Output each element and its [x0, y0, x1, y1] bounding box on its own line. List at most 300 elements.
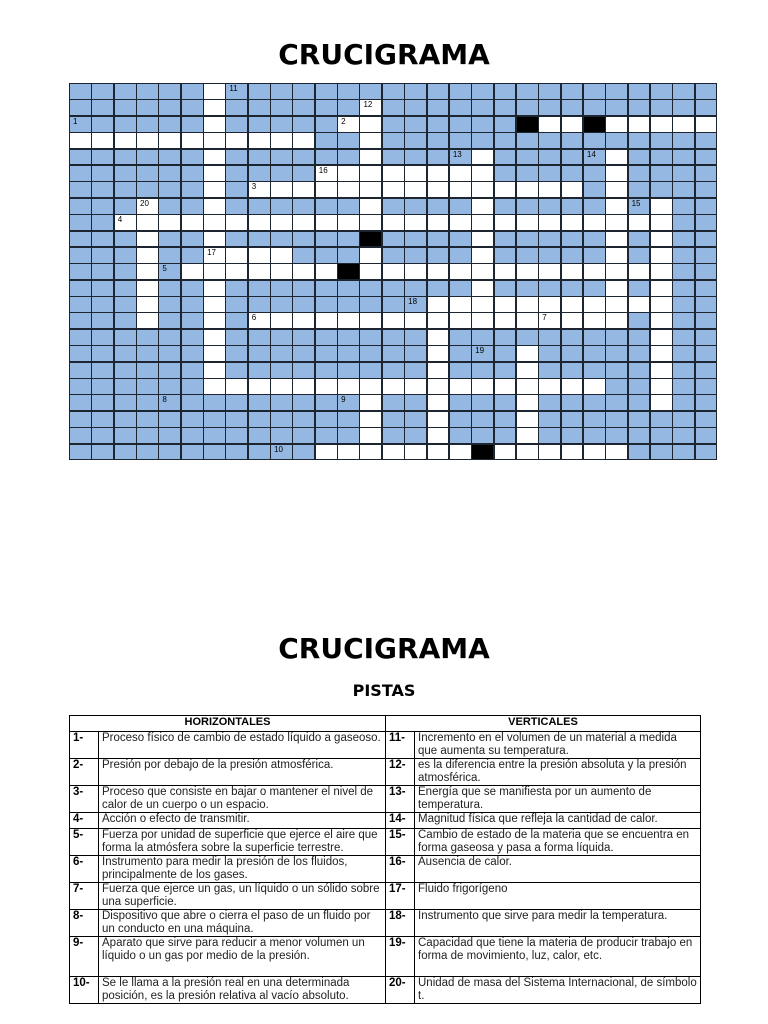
grid-cell-white[interactable] — [203, 362, 226, 379]
grid-cell-white[interactable] — [248, 312, 271, 329]
grid-cell-white[interactable] — [203, 181, 226, 198]
grid-cell-white[interactable] — [270, 214, 293, 231]
grid-cell-blue — [449, 149, 472, 166]
grid-cell-white[interactable] — [471, 280, 494, 297]
grid-cell-white[interactable] — [650, 345, 673, 362]
grid-cell-white[interactable] — [561, 214, 584, 231]
grid-cell-white[interactable] — [449, 312, 472, 329]
grid-cell-blue — [628, 329, 651, 346]
grid-cell-white[interactable] — [605, 231, 628, 248]
grid-cell-white[interactable] — [292, 132, 315, 149]
grid-cell-white[interactable] — [605, 149, 628, 166]
grid-cell-white[interactable] — [315, 165, 338, 182]
grid-cell-white[interactable] — [315, 263, 338, 280]
grid-cell-blue — [471, 132, 494, 149]
horizontal-clue-text: Aparato que sirve para reducir a menor volumen un líquido o un gas por medio de la presión. — [99, 937, 386, 977]
grid-cell-white[interactable] — [650, 362, 673, 379]
grid-cell-white[interactable] — [650, 280, 673, 297]
grid-cell-white[interactable] — [516, 444, 539, 461]
grid-cell-blue — [270, 149, 293, 166]
grid-cell-white[interactable] — [158, 132, 181, 149]
grid-cell-white[interactable] — [359, 312, 382, 329]
grid-cell-white[interactable] — [404, 263, 427, 280]
grid-cell-white[interactable] — [404, 312, 427, 329]
grid-cell-white[interactable] — [248, 247, 271, 264]
vertical-clue-text: Fluido frigorígeno — [415, 883, 701, 910]
grid-cell-blue — [628, 83, 651, 100]
grid-cell-white[interactable] — [203, 116, 226, 133]
grid-cell-white[interactable] — [471, 149, 494, 166]
grid-cell-white[interactable] — [561, 378, 584, 395]
grid-cell-white[interactable] — [136, 247, 159, 264]
grid-cell-blue — [672, 296, 695, 313]
grid-cell-white[interactable] — [427, 165, 450, 182]
grid-cell-white[interactable] — [605, 214, 628, 231]
grid-cell-white[interactable] — [270, 312, 293, 329]
grid-cell-white[interactable] — [561, 181, 584, 198]
grid-cell-white[interactable] — [203, 378, 226, 395]
grid-cell-blue — [69, 362, 92, 379]
grid-cell-white[interactable] — [315, 378, 338, 395]
grid-cell-white[interactable] — [337, 116, 360, 133]
grid-cell-white[interactable] — [315, 181, 338, 198]
grid-cell-white[interactable] — [292, 214, 315, 231]
grid-cell-white[interactable] — [494, 378, 517, 395]
grid-cell-blue — [427, 99, 450, 116]
grid-cell-blue — [583, 231, 606, 248]
grid-cell-white[interactable] — [248, 181, 271, 198]
grid-cell-white[interactable] — [359, 378, 382, 395]
grid-cell-white[interactable] — [337, 312, 360, 329]
grid-cell-blue — [427, 280, 450, 297]
grid-cell-blue — [672, 378, 695, 395]
grid-cell-white[interactable] — [516, 312, 539, 329]
grid-cell-white[interactable] — [650, 296, 673, 313]
grid-cell-white[interactable] — [359, 149, 382, 166]
grid-cell-blue — [359, 280, 382, 297]
grid-cell-white[interactable] — [225, 132, 248, 149]
grid-cell-white[interactable] — [628, 116, 651, 133]
grid-cell-white[interactable] — [672, 116, 695, 133]
grid-cell-white[interactable] — [538, 312, 561, 329]
grid-cell-white[interactable] — [650, 263, 673, 280]
grid-cell-white[interactable] — [203, 296, 226, 313]
grid-cell-white[interactable] — [382, 444, 405, 461]
grid-cell-blue — [315, 116, 338, 133]
grid-cell-blue — [605, 329, 628, 346]
grid-cell-blue — [650, 411, 673, 428]
grid-cell-white[interactable] — [136, 312, 159, 329]
grid-cell-white[interactable] — [337, 165, 360, 182]
grid-cell-white[interactable] — [561, 296, 584, 313]
grid-cell-blue — [471, 394, 494, 411]
grid-cell-white[interactable] — [270, 132, 293, 149]
grid-cell-blue — [136, 362, 159, 379]
grid-cell-white[interactable] — [382, 165, 405, 182]
grid-cell-blue — [315, 296, 338, 313]
grid-cell-blue — [516, 329, 539, 346]
grid-cell-white[interactable] — [449, 378, 472, 395]
grid-cell-white[interactable] — [315, 444, 338, 461]
horizontal-clue-text: Proceso que consiste en bajar o mantener el nivel de calor de un cuerpo o un espacio. — [99, 786, 386, 813]
grid-cell-white[interactable] — [471, 181, 494, 198]
grid-cell-white[interactable] — [471, 247, 494, 264]
grid-cell-blue — [404, 83, 427, 100]
grid-cell-white[interactable] — [494, 312, 517, 329]
grid-cell-white[interactable] — [203, 149, 226, 166]
grid-cell-white[interactable] — [404, 214, 427, 231]
grid-cell-blue — [672, 427, 695, 444]
grid-cell-white[interactable] — [605, 280, 628, 297]
grid-cell-white[interactable] — [650, 116, 673, 133]
grid-cell-white[interactable] — [561, 116, 584, 133]
grid-cell-white[interactable] — [538, 116, 561, 133]
grid-cell-blue — [136, 411, 159, 428]
grid-cell-white[interactable] — [471, 312, 494, 329]
grid-cell-blue — [292, 329, 315, 346]
grid-cell-white[interactable] — [605, 181, 628, 198]
grid-cell-black — [583, 116, 606, 133]
clue-number-17: 17 — [207, 247, 216, 257]
grid-cell-white[interactable] — [203, 263, 226, 280]
grid-cell-white[interactable] — [359, 394, 382, 411]
grid-cell-white[interactable] — [91, 132, 114, 149]
grid-cell-white[interactable] — [270, 263, 293, 280]
grid-cell-white[interactable] — [494, 181, 517, 198]
grid-cell-blue — [158, 411, 181, 428]
grid-cell-white[interactable] — [181, 263, 204, 280]
grid-cell-blue — [91, 83, 114, 100]
grid-cell-blue — [292, 296, 315, 313]
grid-cell-blue — [404, 116, 427, 133]
grid-cell-blue — [181, 247, 204, 264]
grid-cell-blue — [292, 165, 315, 182]
grid-cell-white[interactable] — [605, 198, 628, 215]
grid-cell-white[interactable] — [203, 214, 226, 231]
grid-cell-blue — [315, 231, 338, 248]
grid-cell-white[interactable] — [427, 362, 450, 379]
horizontal-clue-number: 3- — [70, 786, 99, 813]
grid-cell-blue — [605, 427, 628, 444]
grid-cell-white[interactable] — [114, 132, 137, 149]
grid-cell-white[interactable] — [382, 378, 405, 395]
grid-cell-white[interactable] — [516, 296, 539, 313]
grid-cell-white[interactable] — [494, 296, 517, 313]
grid-cell-blue — [628, 444, 651, 461]
grid-cell-white[interactable] — [427, 263, 450, 280]
grid-cell-blue — [449, 280, 472, 297]
grid-cell-white[interactable] — [538, 181, 561, 198]
grid-cell-white[interactable] — [605, 312, 628, 329]
grid-cell-white[interactable] — [225, 378, 248, 395]
grid-cell-white[interactable] — [136, 231, 159, 248]
grid-cell-white[interactable] — [605, 444, 628, 461]
grid-cell-blue — [181, 345, 204, 362]
grid-cell-white[interactable] — [538, 263, 561, 280]
grid-cell-white[interactable] — [136, 214, 159, 231]
grid-cell-white[interactable] — [203, 280, 226, 297]
grid-cell-white[interactable] — [516, 411, 539, 428]
grid-cell-blue — [404, 394, 427, 411]
grid-cell-white[interactable] — [605, 116, 628, 133]
grid-cell-blue — [561, 345, 584, 362]
grid-cell-white[interactable] — [583, 296, 606, 313]
clue-row — [70, 786, 701, 813]
grid-cell-white[interactable] — [359, 444, 382, 461]
grid-cell-white[interactable] — [181, 214, 204, 231]
grid-cell-white[interactable] — [628, 263, 651, 280]
grid-cell-white[interactable] — [516, 214, 539, 231]
grid-cell-white[interactable] — [516, 362, 539, 379]
grid-cell-blue — [91, 362, 114, 379]
grid-cell-white[interactable] — [449, 165, 472, 182]
grid-cell-white[interactable] — [561, 312, 584, 329]
grid-cell-white[interactable] — [292, 312, 315, 329]
grid-cell-white[interactable] — [538, 214, 561, 231]
grid-cell-blue — [91, 149, 114, 166]
grid-cell-white[interactable] — [337, 181, 360, 198]
horizontal-clue-number: 9- — [70, 937, 99, 977]
grid-cell-white[interactable] — [449, 181, 472, 198]
grid-cell-white[interactable] — [404, 444, 427, 461]
grid-cell-white[interactable] — [203, 99, 226, 116]
grid-cell-white[interactable] — [69, 132, 92, 149]
grid-cell-white[interactable] — [203, 231, 226, 248]
grid-cell-white[interactable] — [449, 296, 472, 313]
grid-cell-white[interactable] — [471, 378, 494, 395]
grid-cell-white[interactable] — [114, 214, 137, 231]
grid-cell-white[interactable] — [359, 99, 382, 116]
grid-cell-white[interactable] — [605, 165, 628, 182]
grid-cell-white[interactable] — [538, 296, 561, 313]
grid-cell-white[interactable] — [605, 263, 628, 280]
grid-cell-white[interactable] — [270, 247, 293, 264]
grid-cell-white[interactable] — [136, 296, 159, 313]
grid-cell-white[interactable] — [337, 378, 360, 395]
grid-cell-white[interactable] — [427, 394, 450, 411]
grid-cell-white[interactable] — [404, 165, 427, 182]
grid-cell-white[interactable] — [359, 132, 382, 149]
grid-cell-white[interactable] — [427, 427, 450, 444]
grid-cell-blue — [561, 149, 584, 166]
grid-cell-white[interactable] — [650, 378, 673, 395]
grid-cell-white[interactable] — [427, 329, 450, 346]
grid-cell-blue — [69, 345, 92, 362]
grid-cell-blue — [69, 394, 92, 411]
grid-cell-white[interactable] — [337, 444, 360, 461]
grid-cell-blue — [69, 329, 92, 346]
grid-cell-white[interactable] — [203, 165, 226, 182]
grid-cell-blue — [181, 312, 204, 329]
grid-cell-white[interactable] — [292, 378, 315, 395]
grid-cell-blue — [672, 181, 695, 198]
grid-cell-white[interactable] — [359, 181, 382, 198]
grid-cell-white[interactable] — [650, 394, 673, 411]
grid-cell-white[interactable] — [516, 263, 539, 280]
grid-cell-white[interactable] — [158, 214, 181, 231]
grid-cell-white[interactable] — [203, 132, 226, 149]
grid-cell-blue — [583, 132, 606, 149]
grid-cell-white[interactable] — [359, 263, 382, 280]
grid-cell-white[interactable] — [538, 378, 561, 395]
grid-cell-white[interactable] — [136, 132, 159, 149]
grid-cell-white[interactable] — [203, 198, 226, 215]
grid-cell-white[interactable] — [427, 312, 450, 329]
grid-cell-white[interactable] — [203, 329, 226, 346]
grid-cell-white[interactable] — [471, 263, 494, 280]
grid-cell-blue — [672, 165, 695, 182]
grid-cell-white[interactable] — [427, 296, 450, 313]
grid-cell-blue — [203, 427, 226, 444]
grid-cell-white[interactable] — [583, 312, 606, 329]
grid-cell-white[interactable] — [516, 345, 539, 362]
grid-cell-white[interactable] — [516, 427, 539, 444]
grid-cell-white[interactable] — [471, 198, 494, 215]
grid-cell-white[interactable] — [650, 329, 673, 346]
grid-cell-blue — [91, 444, 114, 461]
grid-cell-blue — [628, 394, 651, 411]
grid-cell-blue — [136, 99, 159, 116]
grid-cell-white[interactable] — [203, 83, 226, 100]
grid-cell-blue — [158, 99, 181, 116]
grid-cell-white[interactable] — [136, 263, 159, 280]
grid-cell-white[interactable] — [449, 263, 472, 280]
grid-cell-white[interactable] — [359, 411, 382, 428]
vertical-clue-text: Ausencia de calor. — [415, 856, 701, 883]
grid-cell-white[interactable] — [650, 198, 673, 215]
horizontal-clue-text: Acción o efecto de transmitir. — [99, 813, 386, 829]
grid-cell-white[interactable] — [516, 181, 539, 198]
grid-cell-white[interactable] — [427, 345, 450, 362]
grid-cell-blue — [561, 83, 584, 100]
grid-cell-white[interactable] — [494, 263, 517, 280]
grid-cell-white[interactable] — [359, 427, 382, 444]
grid-cell-white[interactable] — [471, 296, 494, 313]
grid-cell-white[interactable] — [136, 280, 159, 297]
grid-cell-white[interactable] — [225, 214, 248, 231]
grid-cell-white[interactable] — [650, 247, 673, 264]
grid-cell-blue — [69, 99, 92, 116]
grid-cell-white[interactable] — [203, 247, 226, 264]
grid-cell-blue — [270, 116, 293, 133]
grid-cell-white[interactable] — [650, 231, 673, 248]
grid-cell-blue — [382, 394, 405, 411]
grid-cell-white[interactable] — [136, 198, 159, 215]
grid-cell-white[interactable] — [315, 214, 338, 231]
grid-cell-white[interactable] — [650, 312, 673, 329]
grid-cell-white[interactable] — [359, 214, 382, 231]
grid-cell-white[interactable] — [382, 181, 405, 198]
grid-cell-white[interactable] — [583, 214, 606, 231]
grid-cell-white[interactable] — [605, 296, 628, 313]
grid-cell-white[interactable] — [561, 263, 584, 280]
grid-cell-white[interactable] — [471, 214, 494, 231]
grid-cell-white[interactable] — [248, 263, 271, 280]
grid-cell-blue — [248, 394, 271, 411]
grid-cell-white[interactable] — [516, 378, 539, 395]
grid-cell-blue — [561, 231, 584, 248]
grid-cell-white[interactable] — [583, 263, 606, 280]
grid-cell-white[interactable] — [270, 378, 293, 395]
grid-cell-white[interactable] — [404, 378, 427, 395]
grid-cell-blue — [672, 362, 695, 379]
grid-cell-white[interactable] — [605, 247, 628, 264]
grid-cell-white[interactable] — [628, 214, 651, 231]
grid-cell-white[interactable] — [203, 345, 226, 362]
grid-cell-white[interactable] — [650, 214, 673, 231]
grid-cell-white[interactable] — [427, 444, 450, 461]
grid-cell-white[interactable] — [292, 181, 315, 198]
grid-cell-white[interactable] — [449, 444, 472, 461]
grid-cell-blue — [583, 345, 606, 362]
vertical-clue-text: Magnitud física que refleja la cantidad de calor. — [415, 813, 701, 829]
grid-cell-white[interactable] — [270, 181, 293, 198]
grid-cell-white[interactable] — [359, 198, 382, 215]
grid-cell-white[interactable] — [225, 263, 248, 280]
grid-cell-white[interactable] — [628, 296, 651, 313]
grid-cell-white[interactable] — [359, 165, 382, 182]
grid-cell-white[interactable] — [471, 231, 494, 248]
grid-cell-white[interactable] — [471, 165, 494, 182]
clue-row — [70, 937, 701, 977]
grid-cell-white[interactable] — [359, 247, 382, 264]
grid-cell-white[interactable] — [382, 263, 405, 280]
grid-cell-white[interactable] — [404, 181, 427, 198]
horizontal-clue-text: Instrumento para medir la presión de los fluidos, principalmente de los gases. — [99, 856, 386, 883]
grid-cell-white[interactable] — [292, 263, 315, 280]
grid-cell-blue — [69, 214, 92, 231]
grid-cell-white[interactable] — [427, 181, 450, 198]
grid-cell-blue — [695, 280, 718, 297]
grid-cell-blue — [494, 247, 517, 264]
grid-cell-white[interactable] — [337, 214, 360, 231]
grid-cell-white[interactable] — [516, 394, 539, 411]
grid-cell-white[interactable] — [382, 312, 405, 329]
grid-cell-white[interactable] — [538, 444, 561, 461]
grid-cell-white[interactable] — [695, 116, 718, 133]
grid-cell-white[interactable] — [427, 378, 450, 395]
grid-cell-blue — [181, 198, 204, 215]
grid-cell-white[interactable] — [382, 214, 405, 231]
grid-cell-white[interactable] — [181, 132, 204, 149]
grid-cell-black — [516, 116, 539, 133]
grid-cell-white[interactable] — [248, 132, 271, 149]
grid-cell-white[interactable] — [359, 116, 382, 133]
grid-cell-white[interactable] — [494, 444, 517, 461]
grid-cell-blue — [538, 247, 561, 264]
clue-number-20: 20 — [140, 198, 149, 208]
grid-cell-white[interactable] — [203, 312, 226, 329]
grid-cell-white[interactable] — [427, 411, 450, 428]
grid-cell-blue — [181, 280, 204, 297]
grid-cell-blue — [516, 165, 539, 182]
grid-cell-blue — [494, 411, 517, 428]
clue-number-11: 11 — [229, 84, 238, 93]
grid-cell-white[interactable] — [494, 214, 517, 231]
grid-cell-white[interactable] — [449, 214, 472, 231]
grid-cell-white[interactable] — [248, 378, 271, 395]
grid-cell-blue — [225, 411, 248, 428]
grid-cell-blue — [69, 411, 92, 428]
grid-cell-white[interactable] — [583, 378, 606, 395]
grid-cell-white[interactable] — [315, 312, 338, 329]
grid-cell-white[interactable] — [583, 444, 606, 461]
grid-cell-white[interactable] — [427, 214, 450, 231]
grid-cell-white[interactable] — [225, 247, 248, 264]
grid-cell-blue — [203, 411, 226, 428]
grid-cell-white[interactable] — [561, 444, 584, 461]
grid-cell-white[interactable] — [248, 214, 271, 231]
